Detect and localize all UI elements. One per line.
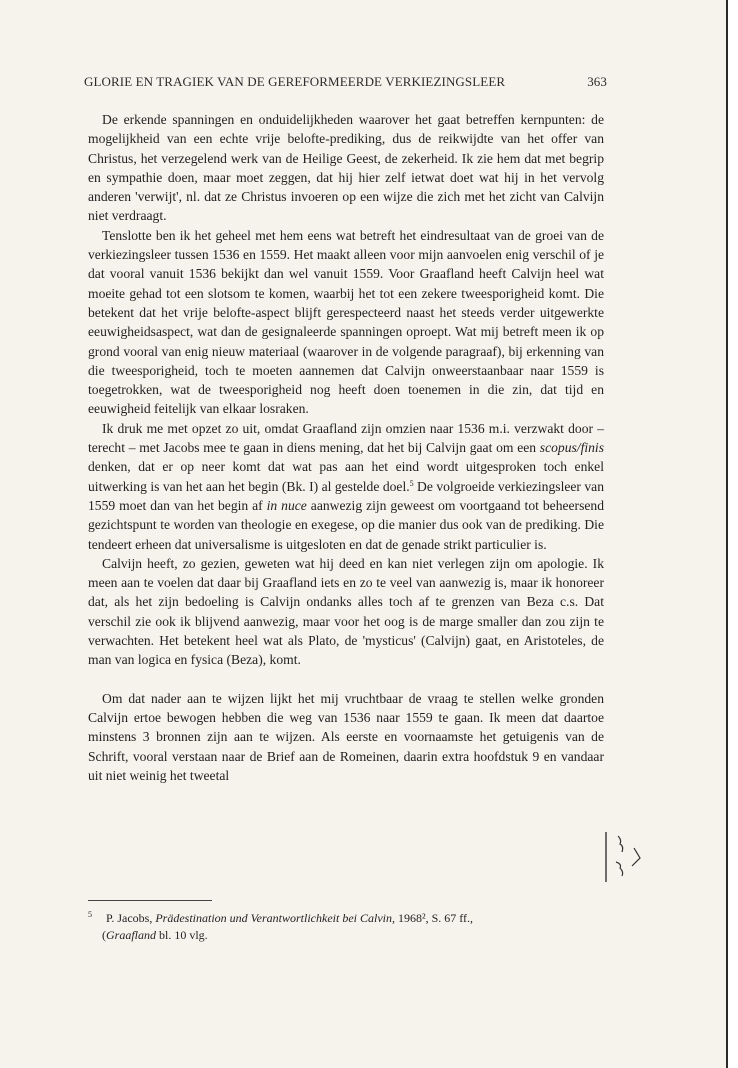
text-run: denken, dat er op neer komt dat wat pas aan het eind wordt uitgesproken toch enkel uitwerking is van het aan het begin (Bk. I) al gestelde doel. <box>88 459 604 494</box>
text-run: Ik druk me met opzet zo uit, omdat Graafland zijn omzien naar 1536 m.i. verzwakt door – terecht – met Jacobs mee te gaan in diens mening, dat het bij Calvijn gaat om een <box>88 420 604 456</box>
footnote-author: P. Jacobs, <box>106 911 156 925</box>
italic-term: in nuce <box>266 497 307 513</box>
footnote-line-2 <box>88 927 608 944</box>
footnote-ref-pages: bl. 10 vlg. <box>156 928 208 942</box>
margin-annotation-handwritten <box>604 826 684 886</box>
running-header <box>84 74 607 90</box>
text-run: Tenslotte ben ik het geheel met hem eens wat betreft het eindresultaat van de groei van de verkiezingsleer tussen 1536 en 1559. Het maakt alleen voor mijn aanvoelen enig verschil of je dat vooral vanuit 1536 bekijkt dan wel vanuit 1559. Voor Graafland heeft Calvijn heel wat moeite gehad tot een slotsom te komen, waarbij het tot een zekere tweesporigheid komt. Die betekent dat het vrije belofte-aspect blijft gerespecteerd naast het steeds verder uitgewerkte eeuwigheidsaspect, wat dan de gesignaleerde spanningen oproept. Wat mij betreft meen ik op grond vooral van enig nieuw materiaal (waarover in de volgende paragraaf), bij erkenning van die tweesporigheid, toch te moeten aannemen dat Calvijn onweerstaanbaar naar 1559 is toegetrokken, wat de tweesporigheid nog heeft doen toenemen in die zin, dat tijd en eeuwigheid feitelijk van elkaar losraken. <box>88 227 604 417</box>
footnote-reference: 5 <box>409 478 414 488</box>
footnote-ref-name: Graafland <box>106 928 157 942</box>
text-run: aanwezig zijn geweest om voortgaand tot beheersend gezichtspunt te worden van theologie en exegese, op die manier dus ook van de prediking. Die tendeert erheen dat universalisme is uitgesloten en dat de genade strikt particulier is. <box>88 497 604 552</box>
footnote-rule <box>88 900 212 901</box>
text-run: Calvijn heeft, zo gezien, geweten wat hij deed en kan niet verlegen zijn om apologie. Ik meen aan te voelen dat daar bij Graafland iets en zo te veel van aanwezig is, maar ik honoreer dat, als het zijn bedoeling is Calvijn ondanks alles toch af te grenzen van Beza c.s. Dat verschil zie ook ik blijvend aanwezig, maar voor het oog is de marge smaller dan zou zijn te verwachten. Het betekent heel wat als Plato, de 'mysticus' (Calvijn) gaat, en Aristoteles, de man van logica en fysica (Beza), komt. <box>88 555 604 668</box>
paragraph <box>88 689 604 785</box>
footnote-title: Prädestination und Verantwortlichkeit bei Calvin, <box>155 911 395 925</box>
italic-term: scopus/finis <box>539 440 604 456</box>
text-run: De erkende spanningen en onduidelijkheden waarover het gaat betreffen kernpunten: de mogelijkheid van een echte vrije belofte-prediking, dus de reikwijdte van het offer van Christus, het verzegelend werk van de Heilige Geest, de zekerheid. Ik zie hem dat met begrip en sympathie doen, maar moet zeggen, dat hij hier zelf ietwat doet wat hij in het vervolg anderen 'verwijt', nl. dat ze Christus invoeren op een wijze die zich met het zicht van Calvijn niet verdraagt. <box>88 112 604 224</box>
footnote <box>88 910 608 944</box>
page-edge <box>726 0 738 1068</box>
footnote-paren: ( <box>102 928 106 942</box>
paragraph <box>88 419 604 554</box>
body-text <box>88 110 604 785</box>
footnote-marker: 5 <box>88 910 92 919</box>
page-number: 363 <box>587 74 607 89</box>
running-title: GLORIE EN TRAGIEK VAN DE GEREFORMEERDE VERKIEZINGSLEER <box>84 74 506 89</box>
text-run: De volgroeide verkiezingsleer van 1559 moet dan van het begin af <box>88 478 604 513</box>
footnote-line-1 <box>88 910 608 927</box>
text-run: Om dat nader aan te wijzen lijkt het mij vruchtbaar de vraag te stellen welke gronden Calvijn ertoe bewogen hebben die weg van 1536 naar 1559 te gaan. Ik meen dat daartoe minstens 3 bronnen zijn aan te wijzen. Als eerste en voornaamste het getuigenis van de Schrift, vooral verstaan naar de Brief aan de Romeinen, daarin extra hoofdstuk 9 en vandaar uit niet weinig het tweetal <box>88 690 604 783</box>
paragraph <box>88 554 604 670</box>
paragraph <box>88 110 604 226</box>
footnote-details: 1968², S. 67 ff., <box>395 911 474 925</box>
paragraph <box>88 226 604 419</box>
